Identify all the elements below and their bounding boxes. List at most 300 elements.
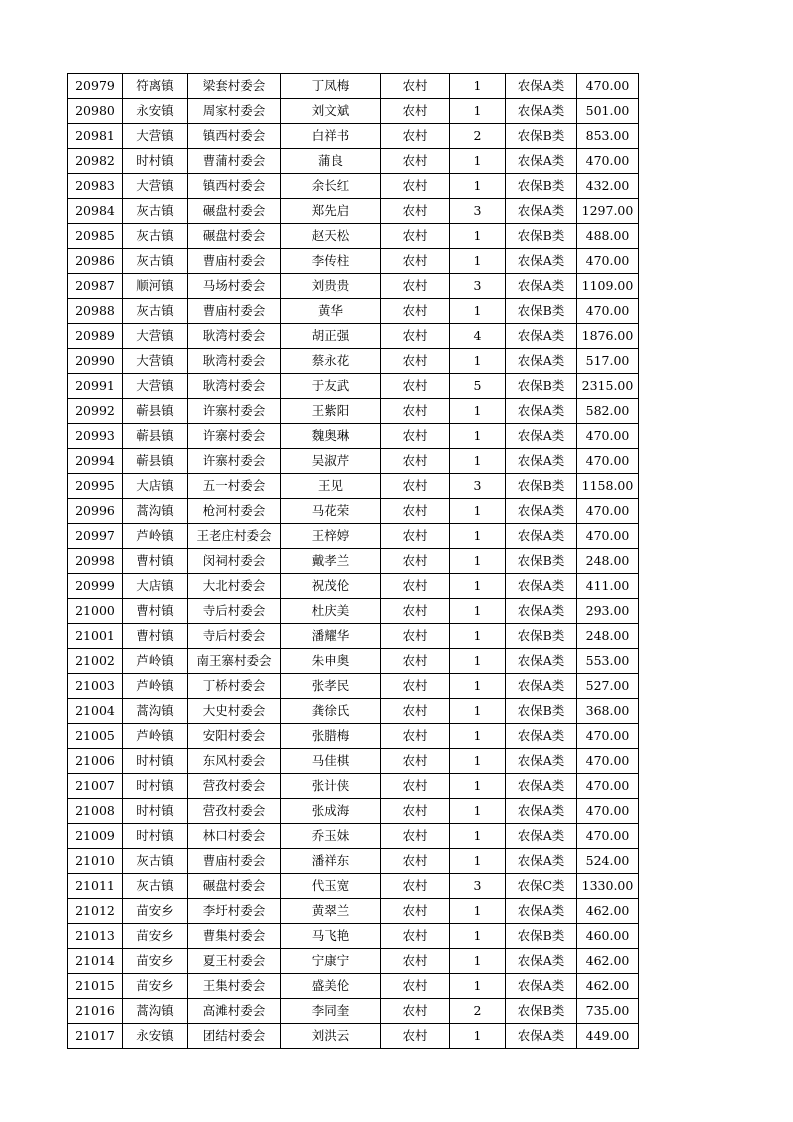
village-committee-cell: 碾盘村委会 (188, 874, 281, 899)
amount-cell: 470.00 (577, 799, 639, 824)
record-id-cell: 21012 (68, 899, 123, 924)
person-name-cell: 张成海 (281, 799, 381, 824)
insurance-category-cell: 农保A类 (506, 249, 577, 274)
record-id-cell: 20986 (68, 249, 123, 274)
residence-type-cell: 农村 (381, 674, 450, 699)
amount-cell: 449.00 (577, 1024, 639, 1049)
village-committee-cell: 碾盘村委会 (188, 224, 281, 249)
person-name-cell: 潘耀华 (281, 624, 381, 649)
table-row (68, 399, 639, 424)
residence-type-cell: 农村 (381, 624, 450, 649)
table-row (68, 724, 639, 749)
person-name-cell: 李传柱 (281, 249, 381, 274)
amount-cell: 1876.00 (577, 324, 639, 349)
residence-type-cell: 农村 (381, 74, 450, 99)
residence-type-cell: 农村 (381, 774, 450, 799)
table-row (68, 749, 639, 774)
amount-cell: 462.00 (577, 974, 639, 999)
residence-type-cell: 农村 (381, 549, 450, 574)
household-count-cell: 1 (450, 399, 506, 424)
person-name-cell: 戴孝兰 (281, 549, 381, 574)
amount-cell: 470.00 (577, 449, 639, 474)
village-committee-cell: 枪河村委会 (188, 499, 281, 524)
insurance-category-cell: 农保A类 (506, 99, 577, 124)
amount-cell: 470.00 (577, 299, 639, 324)
record-id-cell: 20979 (68, 74, 123, 99)
village-committee-cell: 马场村委会 (188, 274, 281, 299)
record-id-cell: 21002 (68, 649, 123, 674)
table-row (68, 549, 639, 574)
person-name-cell: 黄华 (281, 299, 381, 324)
amount-cell: 1330.00 (577, 874, 639, 899)
amount-cell: 2315.00 (577, 374, 639, 399)
record-id-cell: 21001 (68, 624, 123, 649)
insurance-category-cell: 农保A类 (506, 324, 577, 349)
table-row (68, 999, 639, 1024)
record-id-cell: 21017 (68, 1024, 123, 1049)
household-count-cell: 1 (450, 774, 506, 799)
town-cell: 蕲县镇 (123, 399, 188, 424)
person-name-cell: 余长红 (281, 174, 381, 199)
amount-cell: 735.00 (577, 999, 639, 1024)
town-cell: 蒿沟镇 (123, 999, 188, 1024)
person-name-cell: 刘洪云 (281, 1024, 381, 1049)
table-row (68, 699, 639, 724)
residence-type-cell: 农村 (381, 699, 450, 724)
town-cell: 时村镇 (123, 749, 188, 774)
household-count-cell: 1 (450, 599, 506, 624)
residence-type-cell: 农村 (381, 299, 450, 324)
insurance-category-cell: 农保A类 (506, 1024, 577, 1049)
village-committee-cell: 许寨村委会 (188, 424, 281, 449)
table-row (68, 124, 639, 149)
residence-type-cell: 农村 (381, 799, 450, 824)
table-row (68, 174, 639, 199)
person-name-cell: 马花荣 (281, 499, 381, 524)
village-committee-cell: 李圩村委会 (188, 899, 281, 924)
table-row (68, 299, 639, 324)
town-cell: 大营镇 (123, 324, 188, 349)
amount-cell: 470.00 (577, 524, 639, 549)
record-id-cell: 20999 (68, 574, 123, 599)
household-count-cell: 1 (450, 824, 506, 849)
village-committee-cell: 许寨村委会 (188, 449, 281, 474)
record-id-cell: 21014 (68, 949, 123, 974)
amount-cell: 462.00 (577, 899, 639, 924)
record-id-cell: 21016 (68, 999, 123, 1024)
town-cell: 芦岭镇 (123, 674, 188, 699)
amount-cell: 853.00 (577, 124, 639, 149)
amount-cell: 517.00 (577, 349, 639, 374)
household-count-cell: 1 (450, 1024, 506, 1049)
residence-type-cell: 农村 (381, 324, 450, 349)
person-name-cell: 张腊梅 (281, 724, 381, 749)
insurance-category-cell: 农保A类 (506, 724, 577, 749)
amount-cell: 1297.00 (577, 199, 639, 224)
amount-cell: 462.00 (577, 949, 639, 974)
person-name-cell: 赵天松 (281, 224, 381, 249)
person-name-cell: 杜庆美 (281, 599, 381, 624)
record-id-cell: 20993 (68, 424, 123, 449)
village-committee-cell: 五一村委会 (188, 474, 281, 499)
amount-cell: 368.00 (577, 699, 639, 724)
table-row (68, 99, 639, 124)
village-committee-cell: 耿湾村委会 (188, 374, 281, 399)
village-committee-cell: 镇西村委会 (188, 124, 281, 149)
town-cell: 大营镇 (123, 124, 188, 149)
record-id-cell: 20987 (68, 274, 123, 299)
insurance-category-cell: 农保B类 (506, 699, 577, 724)
amount-cell: 1158.00 (577, 474, 639, 499)
insurance-category-cell: 农保A类 (506, 899, 577, 924)
residence-type-cell: 农村 (381, 399, 450, 424)
village-committee-cell: 南王寨村委会 (188, 649, 281, 674)
amount-cell: 527.00 (577, 674, 639, 699)
household-count-cell: 1 (450, 974, 506, 999)
town-cell: 芦岭镇 (123, 524, 188, 549)
record-id-cell: 21007 (68, 774, 123, 799)
insurance-category-cell: 农保A类 (506, 974, 577, 999)
table-row (68, 224, 639, 249)
insurance-category-cell: 农保A类 (506, 649, 577, 674)
person-name-cell: 王见 (281, 474, 381, 499)
insurance-category-cell: 农保A类 (506, 524, 577, 549)
person-name-cell: 黄翠兰 (281, 899, 381, 924)
household-count-cell: 1 (450, 424, 506, 449)
table-row (68, 274, 639, 299)
household-count-cell: 1 (450, 949, 506, 974)
person-name-cell: 龚徐氏 (281, 699, 381, 724)
residence-type-cell: 农村 (381, 424, 450, 449)
person-name-cell: 魏奥琳 (281, 424, 381, 449)
record-id-cell: 21015 (68, 974, 123, 999)
household-count-cell: 1 (450, 99, 506, 124)
record-id-cell: 20988 (68, 299, 123, 324)
household-count-cell: 1 (450, 574, 506, 599)
amount-cell: 293.00 (577, 599, 639, 624)
village-committee-cell: 曹庙村委会 (188, 249, 281, 274)
residence-type-cell: 农村 (381, 599, 450, 624)
village-committee-cell: 曹集村委会 (188, 924, 281, 949)
insurance-category-cell: 农保A类 (506, 774, 577, 799)
town-cell: 灰古镇 (123, 199, 188, 224)
amount-cell: 432.00 (577, 174, 639, 199)
insurance-category-cell: 农保A类 (506, 949, 577, 974)
person-name-cell: 蔡永花 (281, 349, 381, 374)
household-count-cell: 1 (450, 499, 506, 524)
table-row (68, 624, 639, 649)
household-count-cell: 3 (450, 274, 506, 299)
person-name-cell: 丁凤梅 (281, 74, 381, 99)
insurance-category-cell: 农保A类 (506, 599, 577, 624)
household-count-cell: 1 (450, 149, 506, 174)
household-count-cell: 5 (450, 374, 506, 399)
amount-cell: 501.00 (577, 99, 639, 124)
town-cell: 时村镇 (123, 774, 188, 799)
record-id-cell: 20982 (68, 149, 123, 174)
person-name-cell: 马佳棋 (281, 749, 381, 774)
insurance-category-cell: 农保B类 (506, 999, 577, 1024)
insurance-category-cell: 农保B类 (506, 549, 577, 574)
record-id-cell: 20994 (68, 449, 123, 474)
record-id-cell: 20998 (68, 549, 123, 574)
person-name-cell: 刘贵贵 (281, 274, 381, 299)
town-cell: 灰古镇 (123, 849, 188, 874)
residence-type-cell: 农村 (381, 849, 450, 874)
record-id-cell: 20997 (68, 524, 123, 549)
residence-type-cell: 农村 (381, 874, 450, 899)
person-name-cell: 刘文斌 (281, 99, 381, 124)
record-id-cell: 21005 (68, 724, 123, 749)
record-id-cell: 21008 (68, 799, 123, 824)
record-id-cell: 20980 (68, 99, 123, 124)
amount-cell: 470.00 (577, 74, 639, 99)
insurance-category-cell: 农保B类 (506, 374, 577, 399)
town-cell: 苗安乡 (123, 974, 188, 999)
table-row (68, 599, 639, 624)
person-name-cell: 吴淑芹 (281, 449, 381, 474)
residence-type-cell: 农村 (381, 824, 450, 849)
village-committee-cell: 曹庙村委会 (188, 299, 281, 324)
record-id-cell: 20996 (68, 499, 123, 524)
amount-cell: 524.00 (577, 849, 639, 874)
record-id-cell: 20981 (68, 124, 123, 149)
household-roster-table (67, 73, 639, 1049)
residence-type-cell: 农村 (381, 199, 450, 224)
person-name-cell: 潘祥东 (281, 849, 381, 874)
town-cell: 永安镇 (123, 99, 188, 124)
table-row (68, 649, 639, 674)
person-name-cell: 祝茂伦 (281, 574, 381, 599)
village-committee-cell: 耿湾村委会 (188, 349, 281, 374)
insurance-category-cell: 农保A类 (506, 749, 577, 774)
household-count-cell: 1 (450, 799, 506, 824)
person-name-cell: 胡正强 (281, 324, 381, 349)
village-committee-cell: 营孜村委会 (188, 774, 281, 799)
table-row (68, 849, 639, 874)
insurance-category-cell: 农保A类 (506, 399, 577, 424)
table-row (68, 199, 639, 224)
insurance-category-cell: 农保A类 (506, 74, 577, 99)
table-row (68, 474, 639, 499)
residence-type-cell: 农村 (381, 474, 450, 499)
insurance-category-cell: 农保A类 (506, 199, 577, 224)
household-count-cell: 1 (450, 849, 506, 874)
insurance-category-cell: 农保A类 (506, 149, 577, 174)
record-id-cell: 21011 (68, 874, 123, 899)
amount-cell: 470.00 (577, 824, 639, 849)
household-count-cell: 1 (450, 724, 506, 749)
insurance-category-cell: 农保B类 (506, 224, 577, 249)
residence-type-cell: 农村 (381, 899, 450, 924)
insurance-category-cell: 农保A类 (506, 449, 577, 474)
household-count-cell: 3 (450, 474, 506, 499)
insurance-category-cell: 农保A类 (506, 499, 577, 524)
table-row (68, 374, 639, 399)
person-name-cell: 郑先启 (281, 199, 381, 224)
record-id-cell: 21003 (68, 674, 123, 699)
household-count-cell: 1 (450, 224, 506, 249)
residence-type-cell: 农村 (381, 274, 450, 299)
town-cell: 大营镇 (123, 349, 188, 374)
household-count-cell: 3 (450, 874, 506, 899)
village-committee-cell: 团结村委会 (188, 1024, 281, 1049)
residence-type-cell: 农村 (381, 574, 450, 599)
amount-cell: 248.00 (577, 624, 639, 649)
record-id-cell: 21013 (68, 924, 123, 949)
town-cell: 蕲县镇 (123, 449, 188, 474)
village-committee-cell: 王老庄村委会 (188, 524, 281, 549)
table-row (68, 874, 639, 899)
town-cell: 永安镇 (123, 1024, 188, 1049)
amount-cell: 1109.00 (577, 274, 639, 299)
town-cell: 灰古镇 (123, 224, 188, 249)
record-id-cell: 21009 (68, 824, 123, 849)
person-name-cell: 李同奎 (281, 999, 381, 1024)
residence-type-cell: 农村 (381, 974, 450, 999)
table-row (68, 899, 639, 924)
record-id-cell: 21006 (68, 749, 123, 774)
record-id-cell: 20985 (68, 224, 123, 249)
town-cell: 苗安乡 (123, 949, 188, 974)
person-name-cell: 张孝民 (281, 674, 381, 699)
household-count-cell: 2 (450, 999, 506, 1024)
amount-cell: 470.00 (577, 499, 639, 524)
table-row (68, 149, 639, 174)
table-row (68, 74, 639, 99)
residence-type-cell: 农村 (381, 949, 450, 974)
insurance-category-cell: 农保A类 (506, 574, 577, 599)
household-count-cell: 1 (450, 749, 506, 774)
village-committee-cell: 高滩村委会 (188, 999, 281, 1024)
town-cell: 灰古镇 (123, 249, 188, 274)
household-count-cell: 1 (450, 174, 506, 199)
village-committee-cell: 镇西村委会 (188, 174, 281, 199)
table-row (68, 799, 639, 824)
table-row (68, 424, 639, 449)
person-name-cell: 朱申奥 (281, 649, 381, 674)
village-committee-cell: 碾盘村委会 (188, 199, 281, 224)
person-name-cell: 宁康宁 (281, 949, 381, 974)
record-id-cell: 20984 (68, 199, 123, 224)
amount-cell: 248.00 (577, 549, 639, 574)
village-committee-cell: 梁套村委会 (188, 74, 281, 99)
household-count-cell: 1 (450, 699, 506, 724)
amount-cell: 460.00 (577, 924, 639, 949)
insurance-category-cell: 农保B类 (506, 474, 577, 499)
residence-type-cell: 农村 (381, 749, 450, 774)
amount-cell: 553.00 (577, 649, 639, 674)
town-cell: 灰古镇 (123, 299, 188, 324)
household-count-cell: 1 (450, 449, 506, 474)
residence-type-cell: 农村 (381, 449, 450, 474)
household-count-cell: 1 (450, 649, 506, 674)
household-count-cell: 1 (450, 249, 506, 274)
amount-cell: 470.00 (577, 149, 639, 174)
town-cell: 曹村镇 (123, 599, 188, 624)
amount-cell: 411.00 (577, 574, 639, 599)
household-count-cell: 1 (450, 549, 506, 574)
insurance-category-cell: 农保A类 (506, 349, 577, 374)
person-name-cell: 盛美伦 (281, 974, 381, 999)
table-row (68, 349, 639, 374)
village-committee-cell: 曹庙村委会 (188, 849, 281, 874)
household-count-cell: 1 (450, 524, 506, 549)
table-row (68, 924, 639, 949)
village-committee-cell: 林口村委会 (188, 824, 281, 849)
record-id-cell: 20990 (68, 349, 123, 374)
village-committee-cell: 东风村委会 (188, 749, 281, 774)
person-name-cell: 王梓婷 (281, 524, 381, 549)
town-cell: 大店镇 (123, 574, 188, 599)
town-cell: 时村镇 (123, 149, 188, 174)
village-committee-cell: 丁桥村委会 (188, 674, 281, 699)
residence-type-cell: 农村 (381, 524, 450, 549)
residence-type-cell: 农村 (381, 999, 450, 1024)
residence-type-cell: 农村 (381, 499, 450, 524)
village-committee-cell: 王集村委会 (188, 974, 281, 999)
village-committee-cell: 寺后村委会 (188, 599, 281, 624)
town-cell: 芦岭镇 (123, 649, 188, 674)
village-committee-cell: 夏王村委会 (188, 949, 281, 974)
town-cell: 大营镇 (123, 374, 188, 399)
village-committee-cell: 耿湾村委会 (188, 324, 281, 349)
insurance-category-cell: 农保C类 (506, 874, 577, 899)
table-row (68, 324, 639, 349)
town-cell: 苗安乡 (123, 924, 188, 949)
record-id-cell: 20995 (68, 474, 123, 499)
table-row (68, 774, 639, 799)
town-cell: 芦岭镇 (123, 724, 188, 749)
village-committee-cell: 安阳村委会 (188, 724, 281, 749)
roster-body (68, 74, 639, 1049)
table-row (68, 1024, 639, 1049)
residence-type-cell: 农村 (381, 349, 450, 374)
person-name-cell: 代玉宽 (281, 874, 381, 899)
village-committee-cell: 曹蒲村委会 (188, 149, 281, 174)
person-name-cell: 白祥书 (281, 124, 381, 149)
village-committee-cell: 大史村委会 (188, 699, 281, 724)
residence-type-cell: 农村 (381, 224, 450, 249)
town-cell: 大营镇 (123, 174, 188, 199)
person-name-cell: 王紫阳 (281, 399, 381, 424)
amount-cell: 582.00 (577, 399, 639, 424)
insurance-category-cell: 农保B类 (506, 174, 577, 199)
household-count-cell: 2 (450, 124, 506, 149)
household-count-cell: 3 (450, 199, 506, 224)
amount-cell: 470.00 (577, 749, 639, 774)
household-count-cell: 1 (450, 899, 506, 924)
person-name-cell: 于友武 (281, 374, 381, 399)
amount-cell: 470.00 (577, 724, 639, 749)
record-id-cell: 20983 (68, 174, 123, 199)
town-cell: 符离镇 (123, 74, 188, 99)
household-count-cell: 1 (450, 74, 506, 99)
table-row (68, 824, 639, 849)
town-cell: 大店镇 (123, 474, 188, 499)
residence-type-cell: 农村 (381, 724, 450, 749)
record-id-cell: 20991 (68, 374, 123, 399)
household-count-cell: 1 (450, 924, 506, 949)
residence-type-cell: 农村 (381, 124, 450, 149)
amount-cell: 470.00 (577, 774, 639, 799)
insurance-category-cell: 农保B类 (506, 124, 577, 149)
table-row (68, 449, 639, 474)
village-committee-cell: 闵祠村委会 (188, 549, 281, 574)
amount-cell: 488.00 (577, 224, 639, 249)
table-row (68, 249, 639, 274)
residence-type-cell: 农村 (381, 374, 450, 399)
